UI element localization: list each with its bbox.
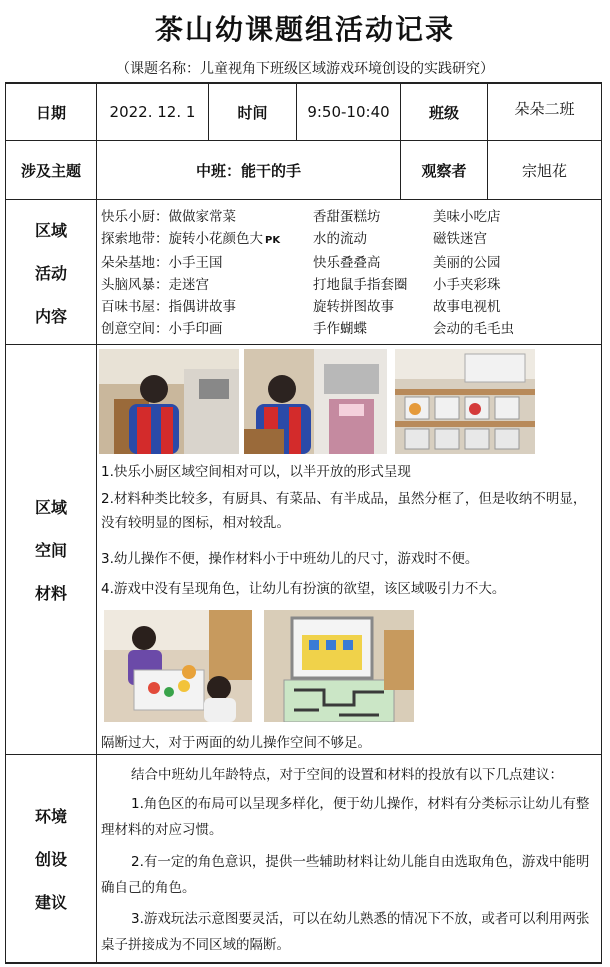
activity-row: 百味书屋：指偶讲故事 旋转拼图故事 故事电视机 — [101, 299, 501, 315]
material-note-2: 2.材料种类比较多，有厨具、有菜品、有半成品，虽然分框了，但是收纳不明显，没有较明显的图标，相对较乱。 — [101, 491, 587, 531]
area-material-label: 区域 空间 材料 — [34, 498, 67, 603]
observer-value: 宗旭花 — [521, 161, 567, 180]
environment-suggestion-label: 环境 创设 建议 — [34, 807, 67, 912]
time-label: 时间 — [237, 103, 268, 122]
material-caption: 隔断过大，对于两面的幼儿操作空间不够足。 — [101, 735, 371, 751]
project-subtitle: （课题名称：儿童视角下班级区域游戏环境创设的实践研究） — [116, 61, 494, 77]
time-value: 9:50-10:40 — [307, 103, 390, 121]
date-value: 2022. 12. 1 — [109, 103, 196, 121]
area-activity-label: 区域 活动 内容 — [34, 220, 67, 326]
suggestion-item-1: 1.角色区的布局可以呈现多样化，便于幼儿操作，材料有分类标示让幼儿有整理材料的对应习惯。 — [101, 796, 590, 838]
maze-board-photo — [264, 610, 414, 722]
activity-row: 朵朵基地：小手王国 快乐叠叠高 美丽的公园 — [101, 255, 501, 271]
page-title: 茶山幼课题组活动记录 — [154, 13, 455, 46]
material-note-3: 3.幼儿操作不便，操作材料小于中班幼儿的尺寸，游戏时不便。 — [101, 551, 479, 567]
material-note-4: 4.游戏中没有呈现角色，让幼儿有扮演的欲望，该区域吸引力不大。 — [101, 581, 506, 597]
observer-label: 观察者 — [421, 161, 467, 180]
suggestion-item-2: 2.有一定的角色意识，提供一些辅助材料让幼儿能自由选取角色，游戏中能明确自己的角色。 — [101, 854, 590, 896]
material-note-1: 1.快乐小厨区域空间相对可以，以半开放的形式呈现 — [101, 464, 411, 480]
suggestion-intro: 结合中班幼儿年龄特点，对于空间的设置和材料的投放有以下几点建议： — [131, 767, 563, 783]
class-value: 朵朵二班 — [514, 99, 575, 118]
theme-value: 中班：能干的手 — [195, 161, 301, 180]
suggestion-item-3: 3.游戏玩法示意图要灵活，可以在幼儿熟悉的情况下不放，或者可以利用两张桌子拼接成为不同区域的隔断。 — [101, 911, 590, 953]
activity-row: 创意空间：小手印画 手作蝴蝶 会动的毛毛虫 — [101, 321, 514, 337]
children-playing-photo — [104, 610, 252, 722]
pk-badge: PK — [265, 235, 281, 246]
class-label: 班级 — [428, 103, 459, 122]
date-label: 日期 — [35, 103, 66, 122]
kitchen-shelf-photo — [395, 349, 535, 454]
activity-row: 头脑风暴：走迷宫 打地鼠手指套圈 小手夹彩珠 — [101, 277, 501, 293]
area-activity-list — [101, 206, 601, 340]
theme-label: 涉及主题 — [20, 161, 81, 180]
activity-row: 快乐小厨：做做家常菜 香甜蛋糕坊 美味小吃店 — [101, 209, 501, 225]
kitchen-photo-child-1 — [99, 349, 239, 454]
kitchen-photo-child-2 — [244, 349, 387, 454]
activity-row: 探索地带：旋转小花颜色大 PK 水的流动 磁铁迷宫 — [101, 231, 487, 247]
